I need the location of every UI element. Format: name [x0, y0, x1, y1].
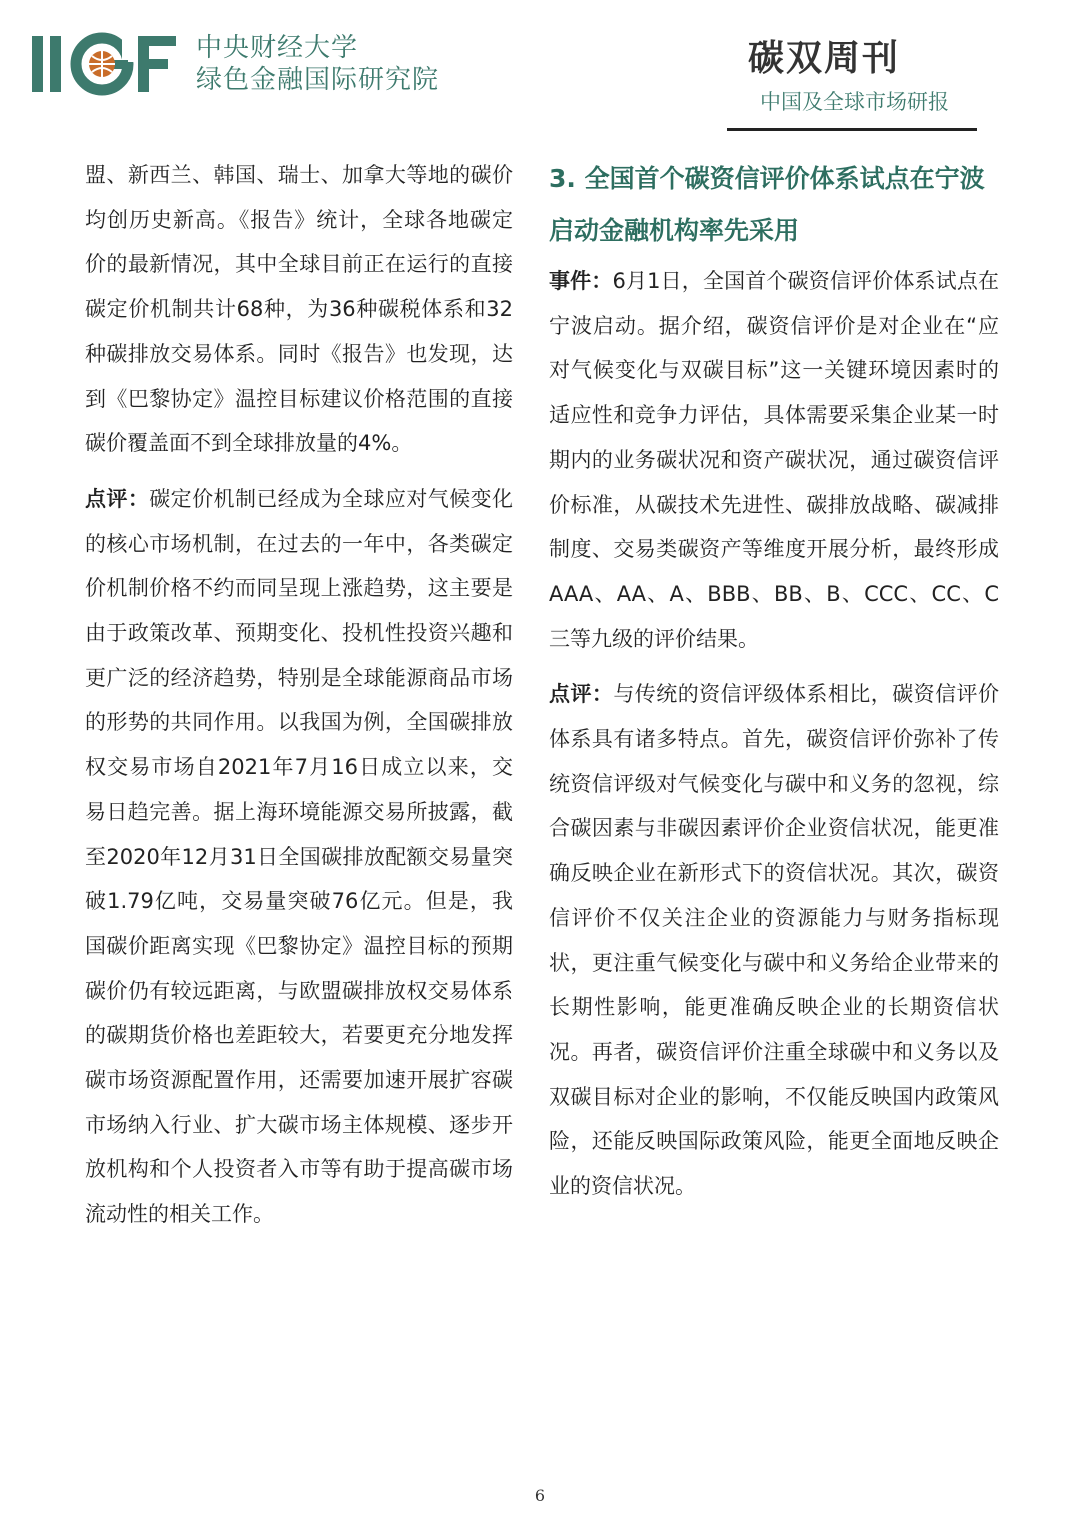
page-number: 6: [534, 1486, 546, 1505]
event-text: 6月1日，全国首个碳资信评价体系试点在宁波启动。据介绍，碳资信评价是对企业在“应对气候变化与双碳目标”这一关键环境因素时的适应性和竞争力评估，具体需要采集企业某一时期内的业务碳状况和资产碳状况，通过碳资信评价标准，从碳技术先进性、碳排放战略、碳减排制度、交易类碳资产等维度开展分析，最终形成AAA、AA、A、BBB、BB、B、CCC、CC、C三等九级的评价结果。: [549, 269, 999, 651]
publication-subtitle: 中国及全球市场研报: [760, 90, 949, 114]
org-line-2: 绿色金融国际研究院: [196, 65, 440, 95]
org-name: [196, 32, 439, 96]
page-header: [0, 0, 1080, 140]
comment-label: 点评：: [549, 682, 614, 707]
left-comment-text: 碳定价机制已经成为全球应对气候变化的核心市场机制，在过去的一年中，各类碳定价机制价格不约而同呈现上涨趋势，这主要是由于政策改革、预期变化、投机性投资兴趣和更广泛的经济趋势，特别是全球能源商品市场的形势的共同作用。以我国为例，全国碳排放权交易市场自2021年7月16日成立以来，交易日趋完善。据上海环境能源交易所披露，截至2020年12月31日全国碳排放配额交易量突破1.79亿吨，交易量突破76亿元。但是，我国碳价距离实现《巴黎协定》温控目标的预期碳价仍有较远距离，与欧盟碳排放权交易体系的碳期货价格也差距较大，若要更充分地发挥碳市场资源配置作用，还需要加速开展扩容碳市场纳入行业、扩大碳市场主体规模、逐步开放机构和个人投资者入市等有助于提高碳市场流动性的相关工作。: [85, 486, 514, 1227]
event-label: 事件：: [549, 269, 613, 293]
right-comment-paragraph: [549, 672, 999, 1208]
left-column: [85, 153, 513, 1248]
comment-label: 点评：: [85, 486, 150, 511]
section-title: 3. 全国首个碳资信评价体系试点在宁波启动金融机构率先采用: [549, 164, 985, 245]
publication-title: 碳双周刊: [747, 38, 900, 79]
right-column: [549, 153, 999, 1220]
org-line-1: 中央财经大学: [196, 33, 359, 63]
right-comment-text: 与传统的资信评级体系相比，碳资信评价体系具有诸多特点。首先，碳资信评价弥补了传统资信评级对气候变化与碳中和义务的忽视，综合碳因素与非碳因素评价企业资信状况，能更准确反映企业在新形式下的资信状况。其次，碳资信评价不仅关注企业的资源能力与财务指标现状，更注重气候变化与碳中和义务给企业带来的长期性影响，能更准确反映企业的长期资信状况。再者，碳资信评价注重全球碳中和义务以及双碳目标对企业的影响，不仅能反映国内政策风险，还能反映国际政策风险，能更全面地反映企业的资信状况。: [549, 682, 1000, 1199]
header-rule: [727, 128, 977, 131]
left-paragraph-1: 盟、新西兰、韩国、瑞士、加拿大等地的碳价均创历史新高。《报告》统计，全球各地碳定价的最新情况，其中全球目前正在运行的直接碳定价机制共计68种，为36种碳税体系和32种碳排放交易体系。同时《报告》也发现，达到《巴黎协定》温控目标建议价格范围的直接碳价覆盖面不到全球排放量的4%。: [85, 163, 513, 456]
left-comment-paragraph: [85, 477, 513, 1237]
event-paragraph: [549, 259, 999, 661]
iigf-logo: [30, 30, 180, 96]
